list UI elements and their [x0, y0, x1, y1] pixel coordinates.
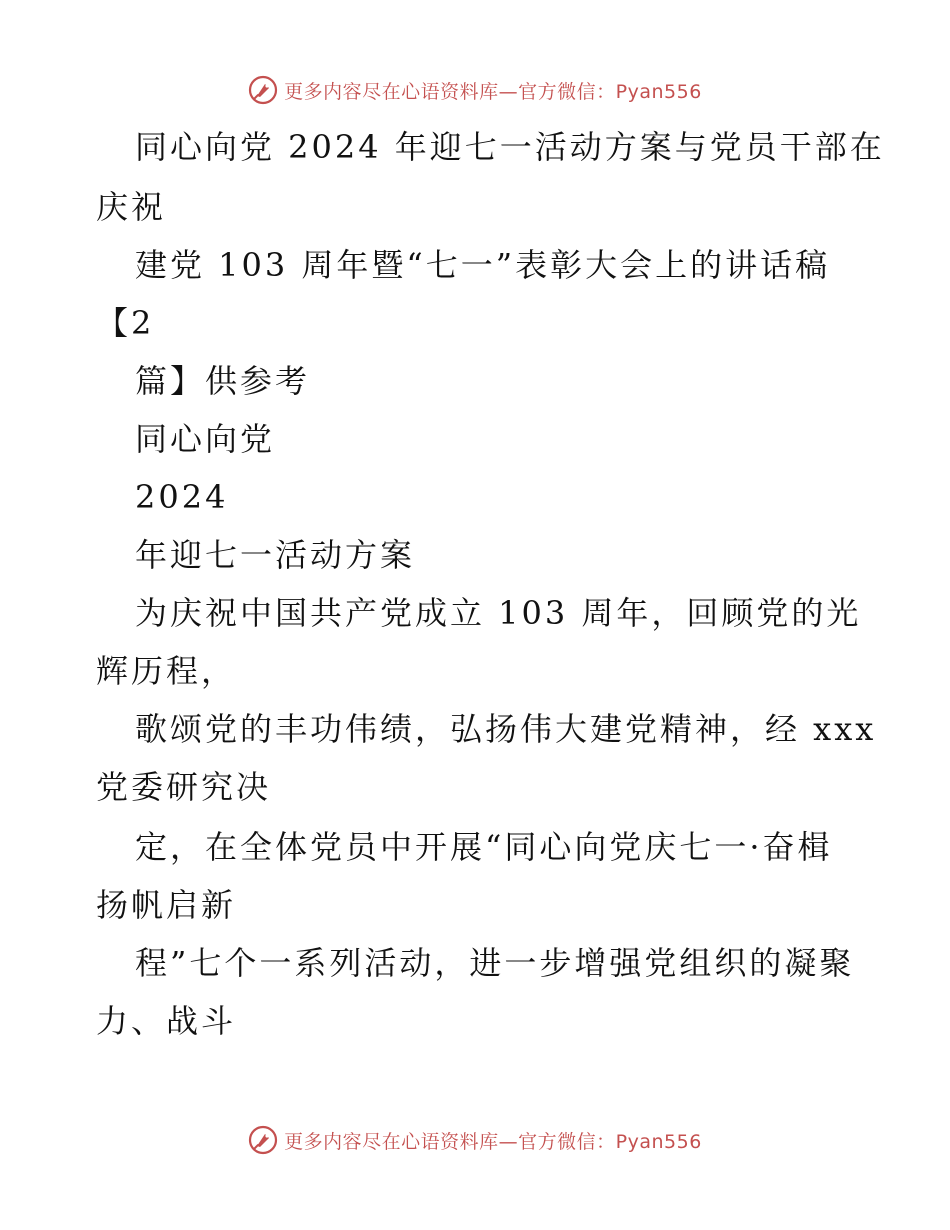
doc-line-11: 歌颂党的丰功伟绩，弘扬伟大建党精神，经 xxx	[135, 710, 877, 748]
footer-watermark-text: 更多内容尽在心语资料库—官方微信：Pyan556	[284, 1130, 702, 1153]
doc-line-8: 年迎七一活动方案	[135, 536, 416, 574]
header-watermark-banner	[0, 72, 950, 108]
doc-line-5: 篇】供参考	[135, 362, 311, 400]
doc-line-15: 程”七个一系列活动，进一步增强党组织的凝聚	[135, 944, 855, 982]
doc-line-16: 力、战斗	[96, 1002, 237, 1040]
doc-line-6: 同心向党	[135, 420, 276, 458]
doc-line-12: 党委研究决	[96, 768, 272, 806]
pen-nib-logo-icon	[248, 1125, 278, 1155]
doc-line-7: 2024	[135, 478, 229, 516]
header-watermark-text: 更多内容尽在心语资料库—官方微信：Pyan556	[284, 80, 702, 103]
pen-nib-logo-icon	[248, 75, 278, 105]
doc-line-2: 庆祝	[96, 188, 167, 226]
doc-line-4: 【2	[96, 304, 155, 342]
doc-line-10: 辉历程，	[96, 652, 237, 690]
doc-line-3: 建党 103 周年暨“七一”表彰大会上的讲话稿	[135, 246, 831, 284]
doc-line-1: 同心向党 2024 年迎七一活动方案与党员干部在	[135, 128, 885, 166]
doc-line-9: 为庆祝中国共产党成立 103 周年，回顾党的光	[135, 594, 862, 632]
footer-watermark-banner	[0, 1122, 950, 1158]
doc-line-14: 扬帆启新	[96, 886, 237, 924]
doc-line-13: 定，在全体党员中开展“同心向党庆七一·奋楫	[135, 828, 833, 866]
